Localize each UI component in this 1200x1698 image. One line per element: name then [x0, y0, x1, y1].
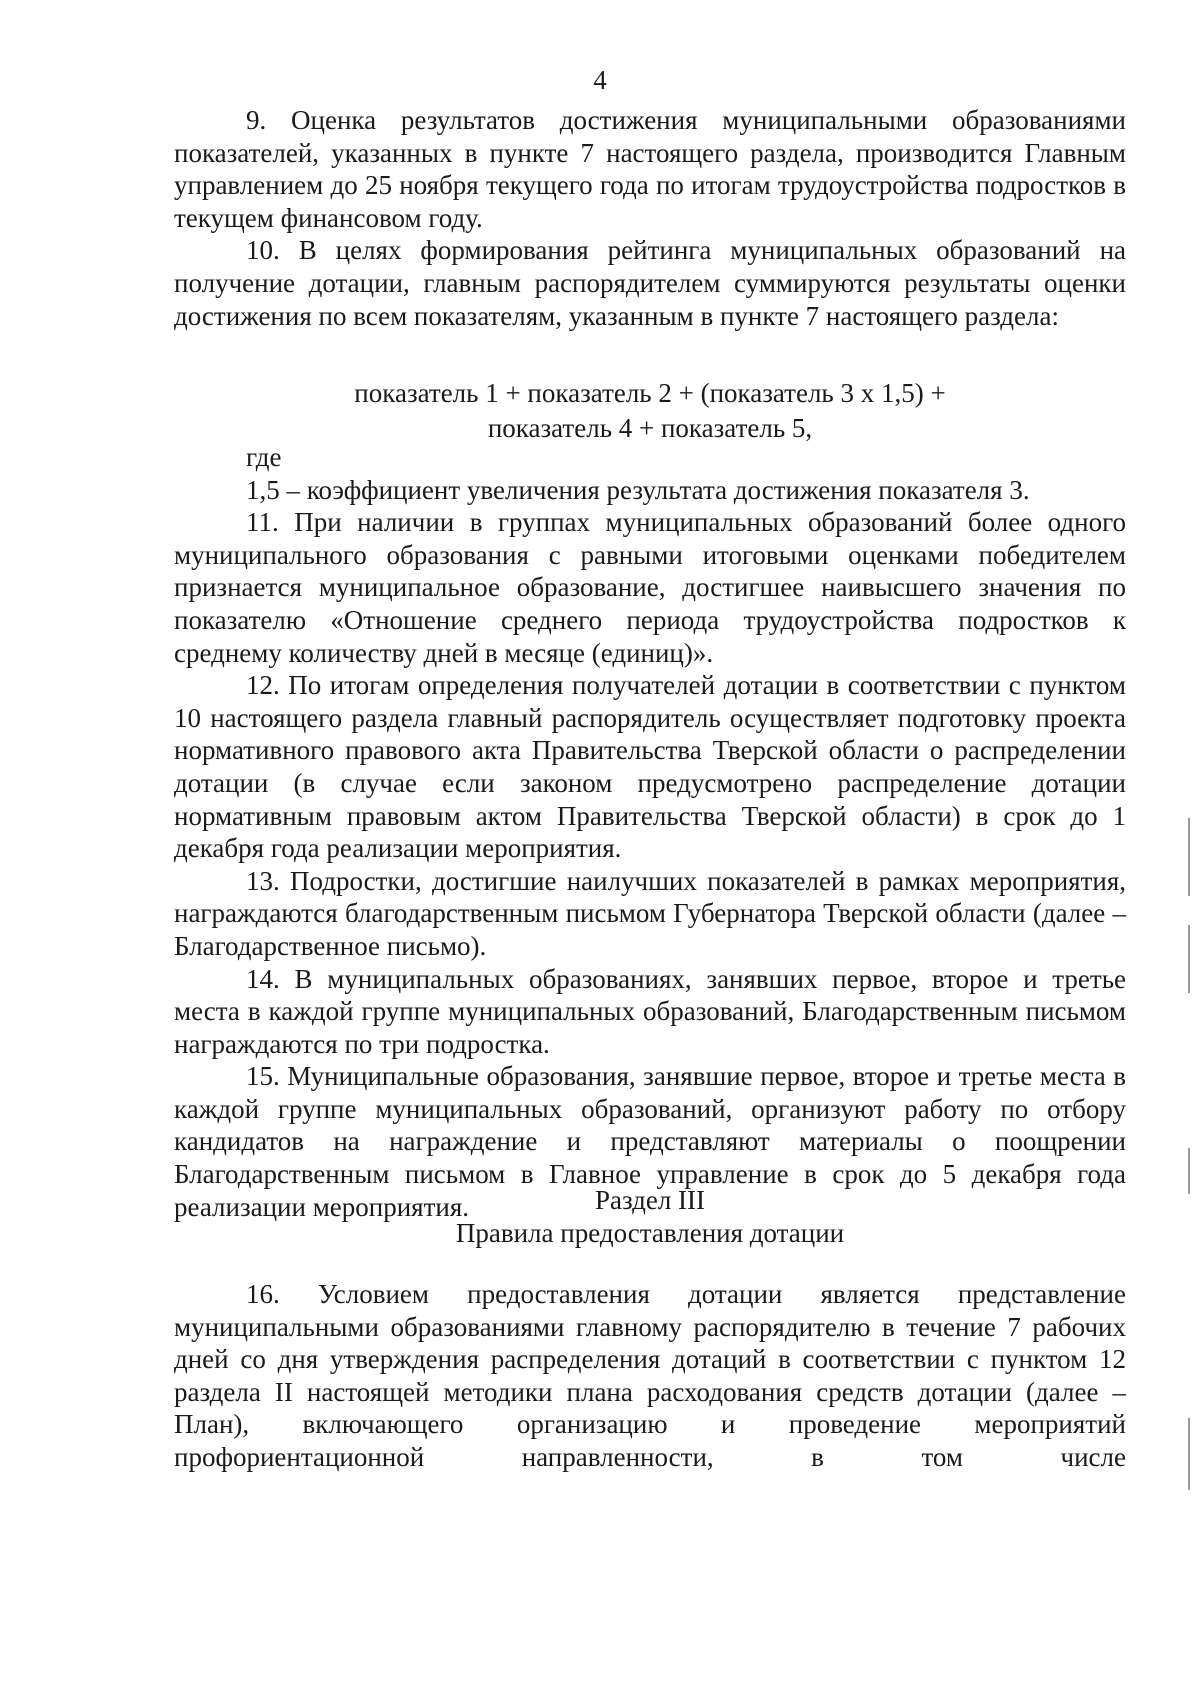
paragraph-15: 15. Муниципальные образования, занявшие первое, второе и третье места в каждой группе муниципальных образований, организуют работу по отбору кандидатов на награждение и представляют материалы о поощрении Благодарственным письмом в Главное управление в срок до 5 декабря года реализации мероприятия.: [174, 1061, 1126, 1222]
formula-coefficient-note: 1,5 – коэффициент увеличения результата достижения показателя 3.: [246, 474, 1030, 505]
paragraph-block-1: [174, 104, 1126, 332]
paragraph-block-3: [174, 1278, 1126, 1474]
paragraph-10: 10. В целях формирования рейтинга муниципальных образований на получение дотации, главным распорядителем суммируются результаты оценки достижения по всем показателям, указанным в пункте 7 настоящего раздела:: [174, 235, 1126, 331]
paragraph-block-2: [174, 441, 1126, 1223]
section-heading: [174, 1184, 1126, 1250]
formula: [174, 376, 1126, 446]
formula-line-2: показатель 4 + показатель 5,: [487, 413, 813, 443]
section-subtitle: Правила предоставления дотации: [455, 1218, 845, 1248]
paragraph-16: 16. Условием предоставления дотации является представление муниципальными образованиями главному распорядителю в течение 7 рабочих дней со дня утверждения распределения дотаций в соответствии с пунктом 12 раздела II настоящей методики плана расходования средств дотации (далее – План), включающего организацию и проведение мероприятий профориентационной направленности, в том числе: [174, 1279, 1126, 1472]
paragraph-13: 13. Подростки, достигшие наилучших показателей в рамках мероприятия, награждаются благодарственным письмом Губернатора Тверской области (далее – Благодарственное письмо).: [174, 865, 1126, 961]
paragraph-9: 9. Оценка результатов достижения муниципальными образованиями показателей, указанных в пункте 7 настоящего раздела, производится Главным управлением до 25 ноября текущего года по итогам трудоустройства подростков в текущем финансовом году.: [174, 105, 1126, 233]
formula-where-label: где: [246, 442, 282, 472]
paragraph-14: 14. В муниципальных образованиях, занявших первое, второе и третье места в каждой группе муниципальных образований, Благодарственным письмом награждаются по три подростка.: [174, 963, 1126, 1059]
formula-line-1: показатель 1 + показатель 2 + (показатель 3 х 1,5) +: [354, 378, 946, 408]
page-number: 4: [593, 65, 607, 95]
scan-edge-mark: [1188, 925, 1190, 993]
scan-edge-mark: [1188, 1148, 1190, 1194]
section-title: Раздел III: [594, 1185, 706, 1215]
paragraph-11: 11. При наличии в группах муниципальных образований более одного муниципального образования с равными итоговыми оценками победителем признается муниципальное образование, достигшее наивысшего значения по показателю «Отношение среднего периода трудоустройства подростков к среднему количеству дней в месяце (единиц)».: [174, 507, 1126, 668]
scan-edge-mark: [1188, 1418, 1190, 1490]
paragraph-12: 12. По итогам определения получателей дотации в соответствии с пунктом 10 настоящего раздела главный распорядитель осуществляет подготовку проекта нормативного правового акта Правительства Тверской области о распределении дотации (в случае если законом предусмотрено распределение дотации нормативным правовым актом Правительства Тверской области) в срок до 1 декабря года реализации мероприятия.: [174, 670, 1126, 864]
scan-edge-mark: [1188, 818, 1190, 896]
